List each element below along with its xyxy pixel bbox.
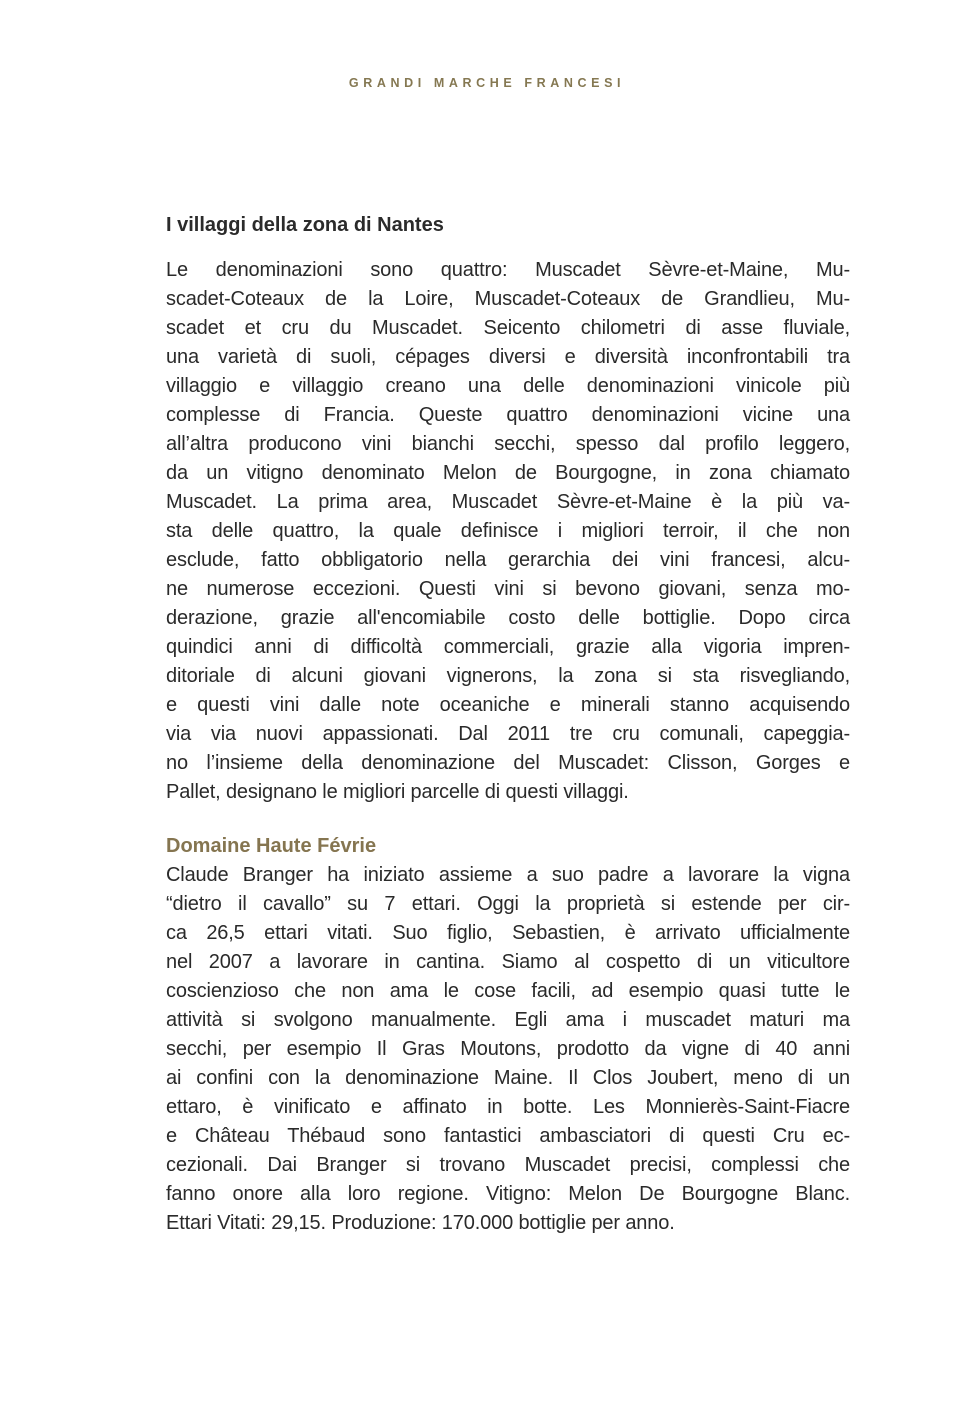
text-line: sta delle quattro, la quale definisce i migliori terroir, il che non xyxy=(166,520,850,542)
text-line: da un vitigno denominato Melon de Bourgogne, in zona chiamato xyxy=(166,462,850,484)
text-line: e questi vini dalle note oceaniche e minerali stanno acquisendo xyxy=(166,694,850,716)
text-line: ca 26,5 ettari vitati. Suo figlio, Sebastien, è arrivato ufficialmente xyxy=(166,922,850,944)
text-line: ne numerose eccezioni. Questi vini si bevono giovani, senza mo- xyxy=(166,578,850,600)
text-line: ai confini con la denominazione Maine. Il Clos Joubert, meno di un xyxy=(166,1067,850,1089)
page-content xyxy=(166,210,850,1238)
section-heading-villaggi: I villaggi della zona di Nantes xyxy=(166,214,444,236)
text-line: esclude, fatto obbligatorio nella gerarchia dei vini francesi, alcu- xyxy=(166,549,850,571)
text-line: nel 2007 a lavorare in cantina. Siamo al cospetto di un viticultore xyxy=(166,951,850,973)
text-line: Pallet, designano le migliori parcelle di questi villaggi. xyxy=(166,781,629,803)
text-line: via via nuovi appassionati. Dal 2011 tre cru comunali, capeggia- xyxy=(166,723,850,745)
text-line: no l’insieme della denominazione del Muscadet: Clisson, Gorges e xyxy=(166,752,850,774)
text-line: “dietro il cavallo” su 7 ettari. Oggi la proprietà si estende per cir- xyxy=(166,893,850,915)
text-line: Claude Branger ha iniziato assieme a suo padre a lavorare la vigna xyxy=(166,864,850,886)
text-line: ettaro, è vinificato e affinato in botte. Les Monnierès-Saint-Fiacre xyxy=(166,1096,850,1118)
text-line: coscienzioso che non ama le cose facili, ad esempio quasi tutte le xyxy=(166,980,850,1002)
text-line: quindici anni di difficoltà commerciali, grazie alla vigoria impren- xyxy=(166,636,850,658)
text-line: Ettari Vitati: 29,15. Produzione: 170.000 bottiglie per anno. xyxy=(166,1212,675,1234)
text-line: cezionali. Dai Branger si trovano Muscadet precisi, complessi che xyxy=(166,1154,850,1176)
text-line: fanno onore alla loro regione. Vitigno: Melon De Bourgogne Blanc. xyxy=(166,1183,850,1205)
text-line: villaggio e villaggio creano una delle denominazioni vinicole più xyxy=(166,375,850,397)
text-line: secchi, per esempio Il Gras Moutons, prodotto da vigne di 40 anni xyxy=(166,1038,850,1060)
text-line: e Château Thébaud sono fantastici ambasciatori di questi Cru ec- xyxy=(166,1125,850,1147)
text-line: complesse di Francia. Queste quattro denominazioni vicine una xyxy=(166,404,850,426)
section-heading-domaine: Domaine Haute Févrie xyxy=(166,835,377,857)
section-body-villaggi xyxy=(166,256,850,807)
text-line: scadet et cru du Muscadet. Seicento chilometri di asse fluviale, xyxy=(166,317,850,339)
text-line: una varietà di suoli, cépages diversi e diversità inconfrontabili tra xyxy=(166,346,850,368)
running-header: GRANDI MARCHE FRANCESI xyxy=(348,76,626,90)
text-line: scadet-Coteaux de la Loire, Muscadet-Coteaux de Grandlieu, Mu- xyxy=(166,288,850,310)
text-line: Le denominazioni sono quattro: Muscadet Sèvre-et-Maine, Mu- xyxy=(166,259,850,281)
section-body-domaine xyxy=(166,861,850,1238)
text-line: attività si svolgono manualmente. Egli ama i muscadet maturi ma xyxy=(166,1009,850,1031)
text-line: ditoriale di alcuni giovani vignerons, la zona si sta risvegliando, xyxy=(166,665,850,687)
text-line: all’altra producono vini bianchi secchi, spesso dal profilo leggero, xyxy=(166,433,850,455)
text-line: derazione, grazie all'encomiabile costo delle bottiglie. Dopo circa xyxy=(166,607,850,629)
section-gap xyxy=(166,807,850,832)
text-line: Muscadet. La prima area, Muscadet Sèvre-et-Maine è la più va- xyxy=(166,491,850,513)
